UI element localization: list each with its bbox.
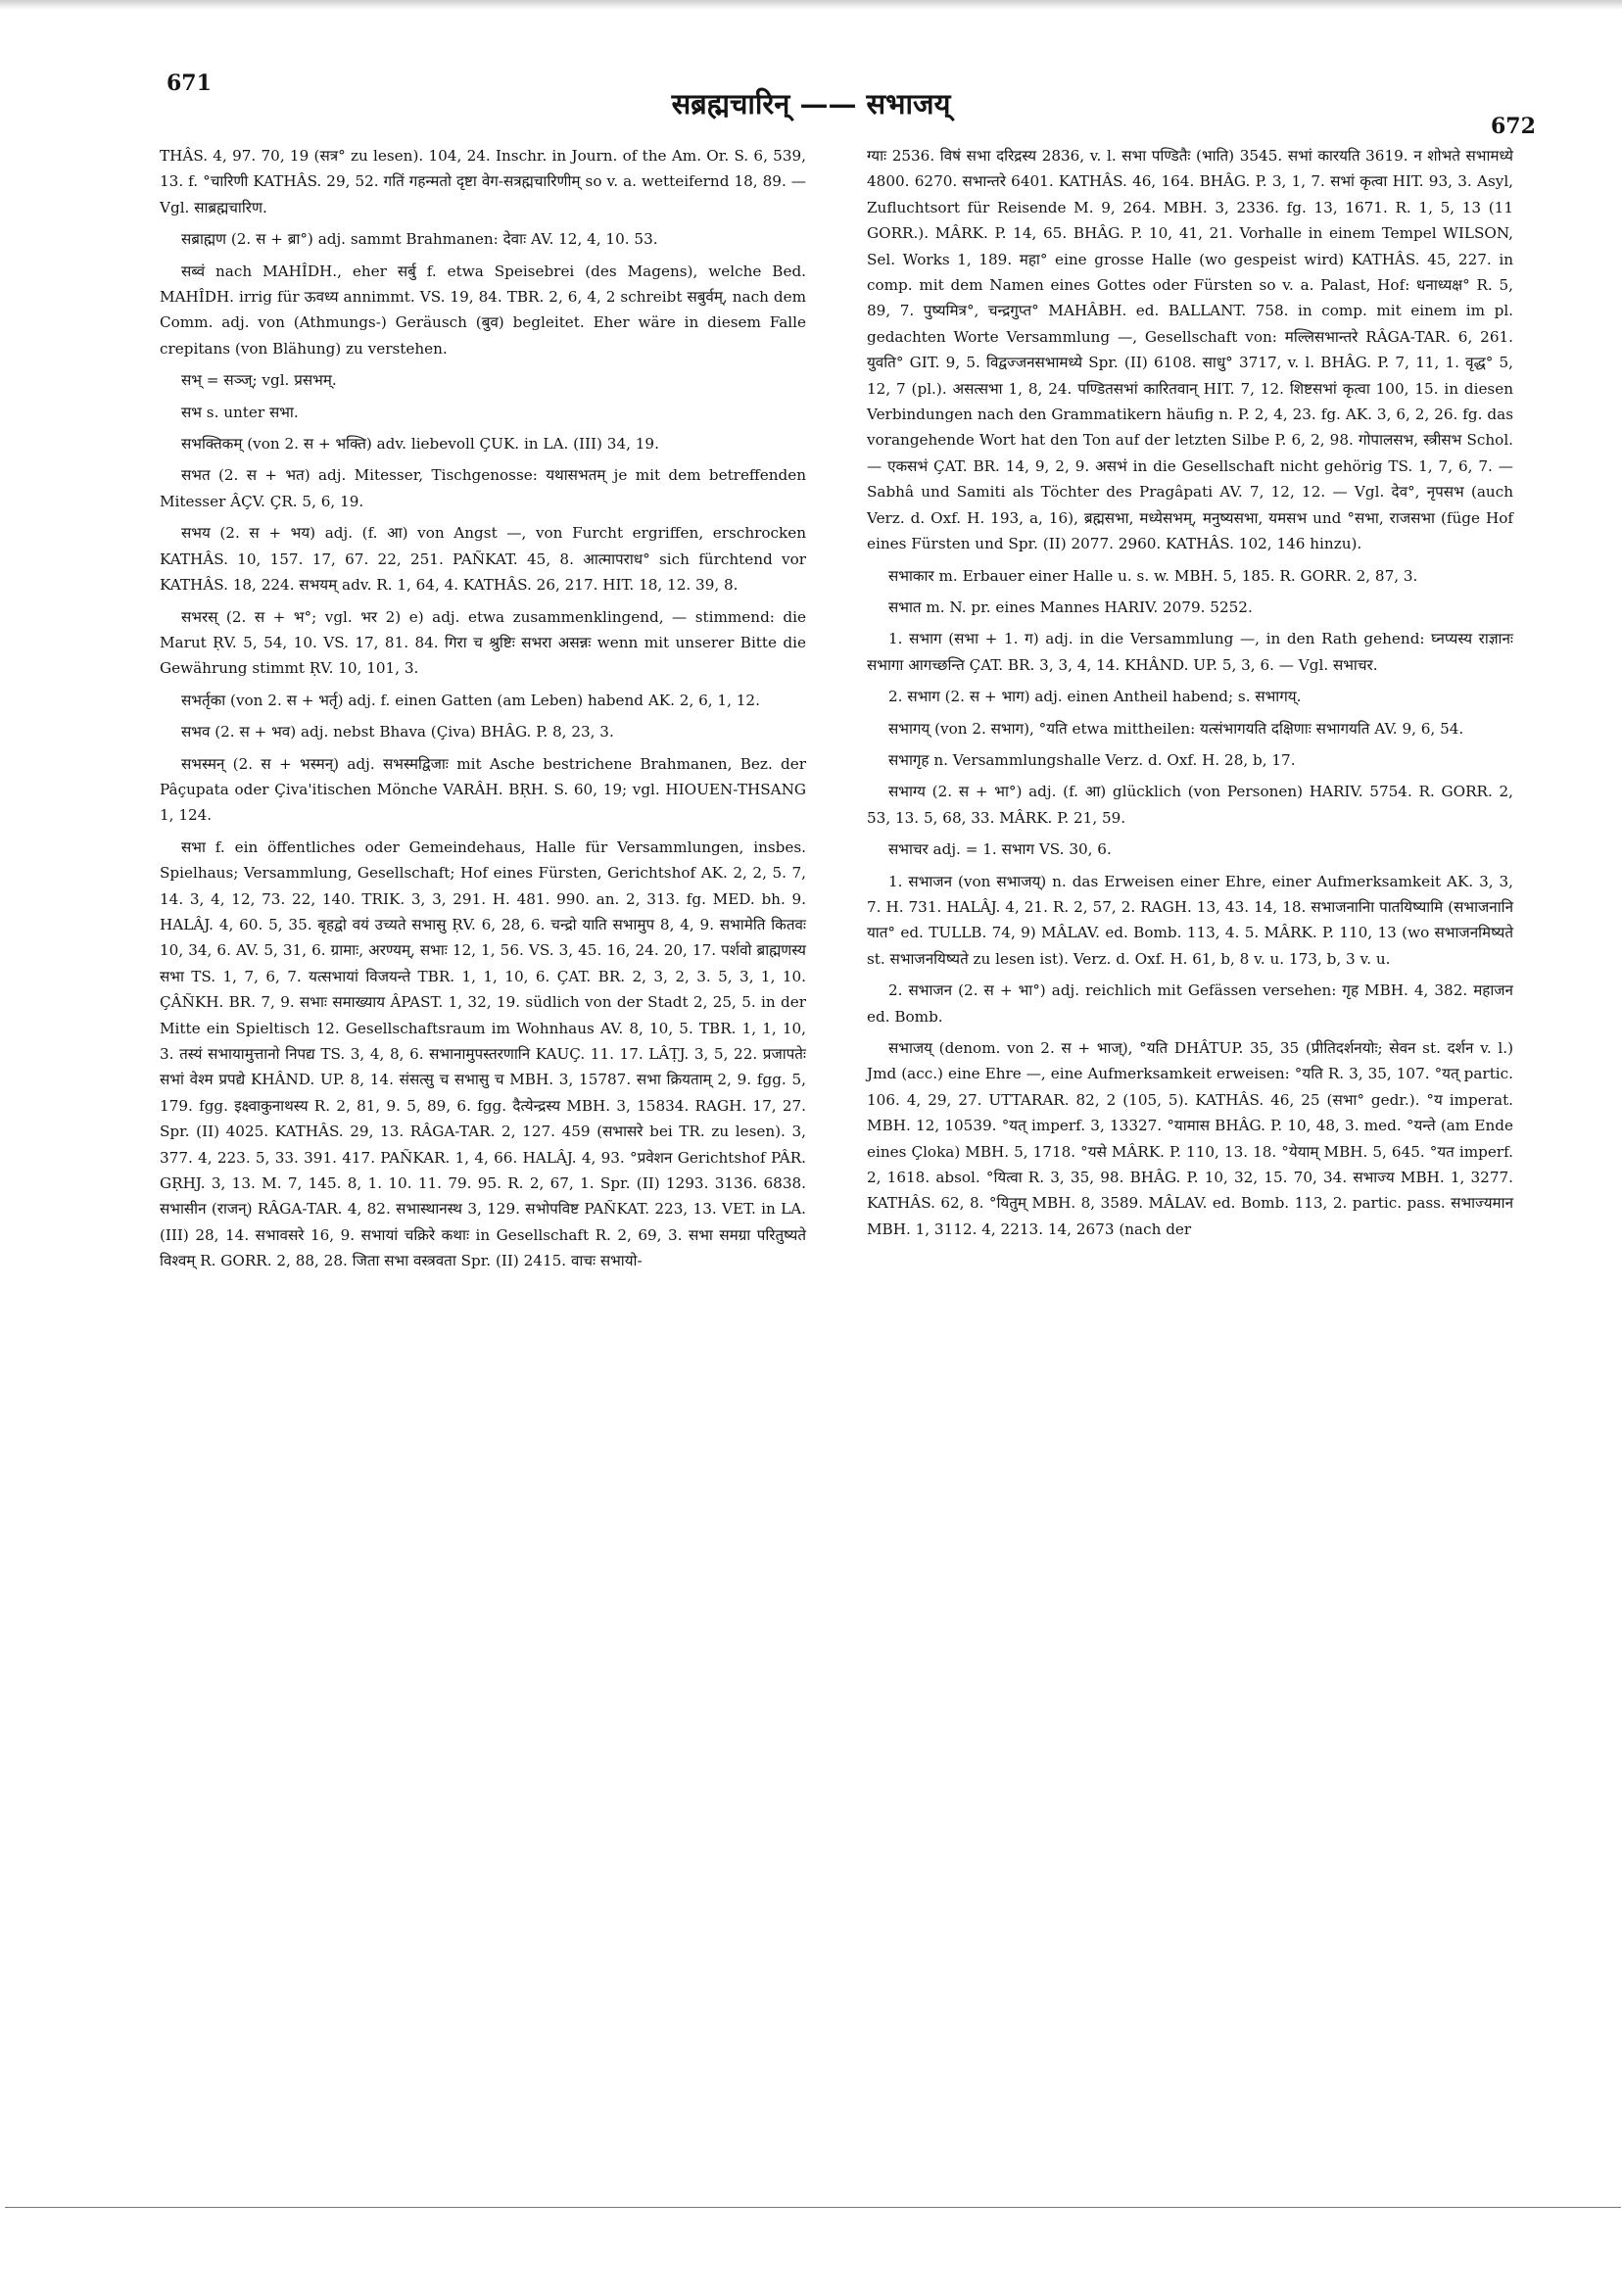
dictionary-entry: 1. सभाजन (von सभाजय्) n. das Erweisen einer Ehre, einer Aufmerksamkeit AK. 3, 3, 7. H. 731. HALÂJ. 4, 21. R. 2, 57, 2. RAGH. 13, 43. 14, 18. सभाजनानाि पातयिष्यामि (सभाजनानि यात° ed. TULLB. 74, 9) MÂLAV. ed. Bomb. 113, 4. 5. MÂRK. P. 110, 13 (wo सभाजनमिष्यते st. सभाजनयिष्यते zu lesen ist). Verz. d. Oxf. H. 61, b, 8 v. u. 173, b, 3 v. u. [867,872,1513,968]
running-head: सब्रह्मचारिन् —— सभाजय् [671,87,951,120]
dictionary-entry: सभस्मन् (2. स + भस्मन्) adj. सभस्मद्विजाः mit Asche bestrichene Brahmanen, Bez. der Pâçupata oder Çiva'itischen Mönche VARÂH. BṚH. S. 60, 19; vgl. HIOUEN-THSANG 1, 124. [160,754,806,825]
page-number-right: 672 [1491,114,1536,139]
dictionary-entry: सभव (2. स + भव) adj. nebst Bhava (Çiva) BHÂG. P. 8, 23, 3. [181,723,614,741]
dictionary-entry: सभाजय् (denom. von 2. स + भाज्), °यति DHÂTUP. 35, 35 (प्रीतिदर्शनयोः; सेवन st. दर्शन v. l.) Jmd (acc.) eine Ehre —, eine Aufmerksamkeit erweisen: °यति R. 3, 35, 107. °यत् partic. 106. 4, 29, 27. UTTARAR. 82, 2 (105, 5). KATHÂS. 46, 25 (सभा° gedr.). °य imperat. MBH. 12, 10539. °यत् imperf. 3, 13327. °यामास BHÂG. P. 10, 48, 3. med. °यन्ते (am Ende eines Çloka) MBH. 5, 1718. °यसे MÂRK. P. 110, 13. 18. °येयाम् MBH. 5, 645. °यत imperf. 2, 1618. absol. °यित्वा R. 3, 35, 98. BHÂG. P. 10, 32, 15. 70, 34. सभाज्य MBH. 1, 3277. KATHÂS. 62, 8. °यितुम् MBH. 8, 3589. MÂLAV. ed. Bomb. 113, 2. partic. pass. सभाज्यमान MBH. 1, 3112. 4, 2213. 14, 2673 (nach der [867,1039,1513,1238]
dictionary-entry: सभक्तिकम् (von 2. स + भक्ति) adv. liebevoll ÇUK. in LA. (III) 34, 19. [181,435,659,454]
dictionary-entry: सभा f. ein öffentliches oder Gemeindehaus, Halle für Versammlungen, insbes. Spielhaus; Versammlung, Gesellschaft; Hof eines Fürsten, Gerichtshof AK. 2, 2, 5. 7, 14. 3, 4, 12, 73. 22, 140. TRIK. 3, 3, 291. H. 481. 990. an. 2, 313. fg. MED. bh. 9. HALÂJ. 4, 60. 5, 35. बृहद्वो वयं उच्यते सभासु ṚV. 6, 28, 6. चन्द्रो याति सभामुप 8, 4, 9. सभामेति कितवः 10, 34, 6. AV. 5, 31, 6. ग्रामाः, अरण्यम्, सभाः 12, 1, 56. VS. 3, 45. 16, 24. 20, 17. पर्शवो ब्राह्मणस्य सभा TS. 1, 7, 6, 7. यत्सभायां विजयन्ते TBR. 1, 1, 10, 6. ÇAT. BR. 2, 3, 2, 3. 5, 3, 1, 10. ÇÂÑKH. BR. 7, 9. सभाः समाख्याय ÂPAST. 1, 32, 19. südlich von der Stadt 2, 25, 5. in der Mitte ein Spieltisch 12. Gesellschaftsraum im Wohnhaus AV. 8, 10, 5. TBR. 1, 1, 10, 3. तस्यं सभायामुत्तानो निपद्य TS. 3, 4, 8, 6. सभानामुपस्तरणानि KAUÇ. 11. 17. LÂṬJ. 3, 5, 22. प्रजापतेः सभां वेश्म प्रपद्ये KHÂND. UP. 8, 14. संसत्सु च सभासु च MBH. 3, 15787. सभा क्रियताम् 2, 9. fgg. 5, 179. fgg. इक्ष्वाकुनाथस्य R. 2, 81, 9. 5, 89, 6. fgg. दैत्येन्द्रस्य MBH. 3, 15834. RAGH. 17, 27. Spr. (II) 4025. KATHÂS. 29, 13. RÂGA-TAR. 2, 127. 459 (सभासरे bei TR. zu lesen). 3, 377. 4, 223. 5, 33. 391. 417. PAÑKAR. 1, 4, 66. HALÂJ. 4, 93. °प्रवेशन Gerichtshof PÂR. GṚHJ. 3, 13. M. 7, 145. 8, 1. 10. 11. 79. 95. R. 2, 67, 1. Spr. (II) 1293. 3136. 6838. सभासीन (राजन्) RÂGA-TAR. 4, 82. सभास्थानस्थ 3, 129. सभोपविष्ट PAÑKAT. 223, 13. VET. in LA. (III) 28, 14. सभावसरे 16, 9. सभायां चक्रिरे कथाः in Gesellschaft R. 2, 69, 3. सभा समग्रा परितुष्यते विश्वम् R. GORR. 2, 88, 28. जिता सभा वस्त्रवता Spr. (II) 2415. वाचः सभायो- [160,837,806,1270]
dictionary-entry: सभ् = सञ्ज्; vgl. प्रसभम्. [181,371,337,390]
dictionary-entry: THÂS. 4, 97. 70, 19 (सत्र° zu lesen). 104, 24. Inschr. in Journ. of the Am. Or. S. 6, 539, 13. f. °चारिणी KATHÂS. 29, 52. गतिं गहन्मतो दृष्टा वेग-सत्रह्मचारिणीम् so v. a. wetteifernd 18, 89. — Vgl. साब्रह्मचारिण. [160,147,806,216]
dictionary-entry: सभर्तृका (von 2. स + भर्तृ) adj. f. einen Gatten (am Leben) habend AK. 2, 6, 1, 12. [181,691,760,709]
right-column [867,143,1513,1248]
dictionary-entry: सभागृह n. Versammlungshalle Verz. d. Oxf. H. 28, b, 17. [888,750,1296,769]
scan-edge [0,0,1622,10]
dictionary-entry: 1. सभाग (सभा + 1. ग) adj. in die Versammlung —, in den Rath gehend: घ्नप्यस्य राज्ञानः सभागा आगच्छन्ति ÇAT. BR. 3, 3, 4, 14. KHÂND. UP. 5, 3, 6. — Vgl. सभाचर. [867,630,1513,674]
dictionary-entry: सभय (2. स + भय) adj. (f. आ) von Angst —, von Furcht ergriffen, erschrocken KATHÂS. 10, 157. 17, 67. 22, 251. PAÑKAT. 45, 8. आत्मापराध° sich fürchtend vor KATHÂS. 18, 224. सभयम् adv. R. 1, 64, 4. KATHÂS. 26, 217. HIT. 18, 12. 39, 8. [160,524,806,595]
dictionary-entry: सभाग्य (2. स + भा°) adj. (f. आ) glücklich (von Personen) HARIV. 5754. R. GORR. 2, 53, 13. 5, 68, 33. MÂRK. P. 21, 59. [867,783,1513,827]
dictionary-entry: सब्वं nach MAHÎDH., eher सर्बु f. etwa Speisebrei (des Magens), welche Bed. MAHÎDH. irrig für ऊवध्य annimmt. VS. 19, 84. TBR. 2, 6, 4, 2 schreibt सबुर्वम्, nach dem Comm. adj. von (Athmungs-) Geräusch (बुव) begleitet. Eher wäre in diesem Falle crepitans (von Blähung) zu verstehen. [160,262,806,358]
dictionary-entry: सभरस् (2. स + भ°; vgl. भर 2) e) adj. etwa zusammenklingend, — stimmend: die Marut ṚV. 5, 54, 10. VS. 17, 81. 84. गिरा च श्रुष्टिः सभरा असन्नः wenn mit unserer Bitte die Gewährung stimmt ṚV. 10, 101, 3. [160,607,806,678]
dictionary-entry: सभात m. N. pr. eines Mannes HARIV. 2079. 5252. [888,598,1253,616]
dictionary-entry: सभ s. unter सभा. [181,403,299,421]
dictionary-entry: सभत (2. स + भत) adj. Mitesser, Tischgenosse: यथासभतम् je mit dem betreffenden Mitesser ÂÇV. ÇR. 5, 6, 19. [160,466,806,510]
dictionary-entry: ग्याः 2536. विषं सभा दरिद्रस्य 2836, v. l. सभा पण्डितैः (भाति) 3545. सभां कारयति 3619. न शोभते सभामध्ये 4800. 6270. सभान्तरे 6401. KATHÂS. 46, 164. BHÂG. P. 3, 1, 7. सभां कृत्वा HIT. 93, 3. Asyl, Zufluchtsort für Reisende M. 9, 264. MBH. 3, 2336. fg. 13, 1671. R. 1, 5, 13 (11 GORR.). MÂRK. P. 14, 65. BHÂG. P. 10, 41, 21. Vorhalle in einem Tempel WILSON, Sel. Works 1, 189. महा° eine grosse Halle (wo gespeist wird) KATHÂS. 45, 227. in comp. mit dem Namen eines Gottes oder Fürsten so v. a. Palast, Hof: धनाध्यक्ष° R. 5, 89, 7. पुष्यमित्र°, चन्द्रगुप्त° MAHÂBH. ed. BALLANT. 758. in comp. mit einem im pl. gedachten Worte Versammlung —, Gesellschaft von: मल्लिसभान्तरे RÂGA-TAR. 6, 261. युवति° GIT. 9, 5. विद्वज्जनसभामध्ये Spr. (II) 6108. साधु° 3717, v. l. BHÂG. P. 7, 11, 1. वृद्ध° 5, 12, 7 (pl.). असत्सभा 1, 8, 24. पण्डितसभां कारितवान् HIT. 7, 12. शिष्टसभां कृत्वा 100, 15. in diesen Verbindungen nach den Grammatikern häufig n. P. 2, 4, 23. fg. AK. 3, 6, 2, 26. fg. das vorangehende Wort hat den Ton auf der letzten Silbe P. 6, 2, 98. गोपालसभ, स्त्रीसभ Schol. — एकसभं ÇAT. BR. 14, 9, 2, 9. असभं in die Gesellschaft nicht gehörig TS. 1, 7, 6, 7. — Sabhâ und Samiti als Töchter des Pragâpati AV. 7, 12, 12. — Vgl. देव°, नृपसभ (auch Verz. d. Oxf. H. 193, a, 16), ब्रह्मसभा, मध्येसभम्, मनुष्यसभा, यमसभ und °सभा, राजसभा (füge Hof eines Fürsten und Spr. (II) 2077. 2960. KATHÂS. 102, 146 hinzu). [867,147,1513,553]
page-number-left: 671 [167,71,212,96]
bottom-rule [5,2207,1621,2208]
dictionary-entry: सभाचर adj. = 1. सभाग VS. 30, 6. [888,840,1112,859]
dictionary-entry: सभागय् (von 2. सभाग), °यति etwa mittheilen: यत्संभागयति दक्षिणाः सभागयति AV. 9, 6, 54. [888,719,1464,738]
dictionary-entry: 2. सभाजन (2. स + भा°) adj. reichlich mit Gefässen versehen: गृह MBH. 4, 382. महाजन ed. Bomb. [867,981,1513,1026]
dictionary-entry: सब्राह्मण (2. स + ब्रा°) adj. sammt Brahmanen: देवाः AV. 12, 4, 10. 53. [181,230,658,249]
dictionary-entry: 2. सभाग (2. स + भाग) adj. einen Antheil habend; s. सभागय्. [888,688,1302,706]
dictionary-entry: सभाकार m. Erbauer einer Halle u. s. w. MBH. 5, 185. R. GORR. 2, 87, 3. [888,566,1418,585]
left-column [160,143,806,1280]
